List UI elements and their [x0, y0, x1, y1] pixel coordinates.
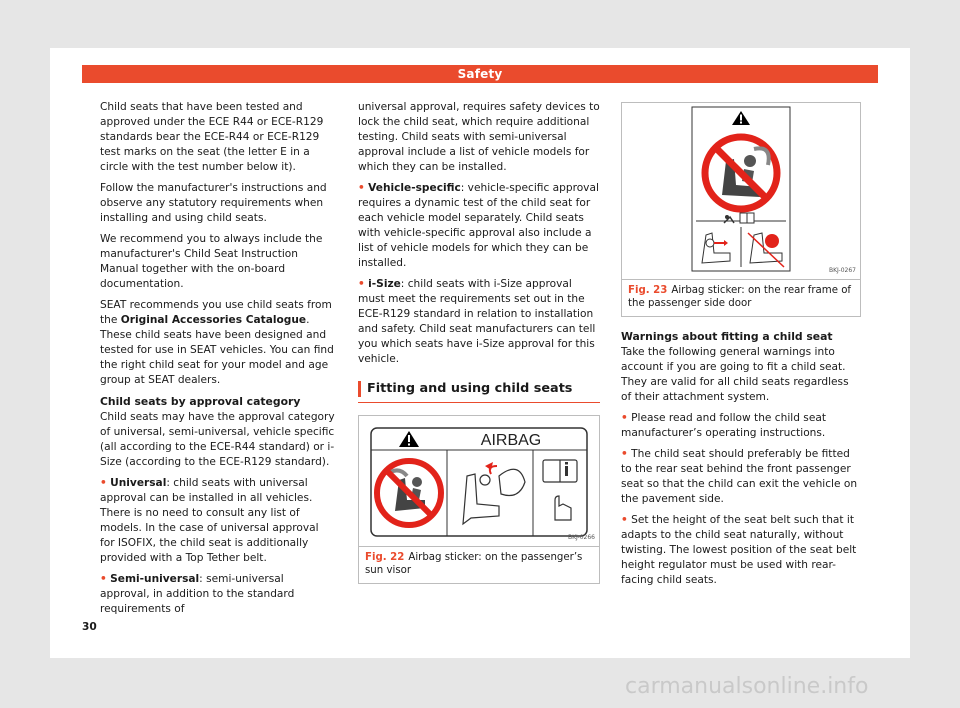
- figure-number: Fig. 23: [628, 285, 668, 296]
- paragraph: Child seats that have been tested and approved under the ECE R44 or ECE-R129 standards bear the ECE-R44 or ECE-R129 test marks on the seat (the letter E in a circle with the test number below it).: [100, 101, 324, 173]
- figure-code: BKJ-0266: [567, 534, 595, 541]
- page-number: 30: [82, 621, 97, 633]
- catalogue-link: Original Accessories Catalogue: [120, 314, 307, 326]
- figure-23: [621, 102, 861, 317]
- text: . These child seats have been designed and tested for use in SEAT vehicles. You can find the right child seat for your model and age group at SEAT dealers.: [100, 314, 334, 386]
- list-item: [358, 181, 600, 271]
- text: : child seats with i-Size approval must meet the requirements set out in the ECE-R129 standard in relation to installation and safety. Child seat manufacturers can tell you which seats have i-Size approval for this vehicle.: [358, 278, 596, 365]
- text: The child seat should preferably be fitted to the rear seat behind the front passenger seat so that the child can exit the vehicle on the pavement side.: [621, 448, 858, 505]
- caption-text: Airbag sticker: on the rear frame of the passenger side door: [628, 285, 852, 309]
- term: i-Size: [368, 278, 401, 290]
- list-item: [621, 411, 861, 441]
- subheading: Child seats by approval category: [100, 395, 301, 408]
- section-header: Safety: [82, 65, 878, 83]
- term: Universal: [110, 477, 167, 489]
- text: : semi-universal approval, in addition to the standard requirements of: [100, 573, 295, 615]
- paragraph: Follow the manufacturer's instructions and observe any statutory requirements when installing and using child seats.: [100, 182, 327, 224]
- watermark: carmanualsonline.info: [625, 674, 869, 699]
- list-item: [621, 513, 861, 588]
- no-rear-facing-seat-icon: [705, 137, 777, 209]
- bullet-icon: •: [100, 573, 107, 585]
- airbag-sticker-sunvisor: [359, 416, 599, 546]
- figure-number: Fig. 22: [365, 552, 405, 563]
- text: Set the height of the seat belt such that it adapts to the child seat naturally, without twisting. The lowest position of the seat belt height regulator must be used with rear-facing child seats.: [621, 514, 857, 586]
- bullet-icon: •: [621, 448, 628, 460]
- column-middle: [358, 100, 600, 584]
- text: : child seats with universal approval can be installed in all vehicles. There is no need to consult any list of models. In the case of universal approval for ISOFIX, the child seat is additionally provided with a Top Tether belt.: [100, 477, 319, 564]
- paragraph: [100, 298, 336, 388]
- bullet-icon: •: [358, 182, 365, 194]
- list-item: [358, 277, 600, 367]
- paragraph: universal approval, requires safety devices to lock the child seat, which require additional testing. Child seats with semi-universal approval include a list of vehicle models for which they can be installed.: [358, 101, 600, 173]
- list-item: [100, 572, 336, 617]
- bullet-icon: •: [358, 278, 365, 290]
- figure-image: [359, 416, 599, 546]
- figure-code: BKJ-0267: [828, 267, 856, 274]
- figure-caption: [622, 279, 860, 316]
- section-title: Fitting and using child seats: [358, 381, 600, 397]
- figure-caption: [359, 546, 599, 583]
- term: Vehicle-specific: [368, 182, 461, 194]
- no-rear-facing-seat-icon: [377, 461, 441, 525]
- list-item: [621, 447, 861, 507]
- manual-page: [50, 48, 910, 658]
- paragraph: We recommend you to always include the manufacturer's Child Seat Instruction Manual together with the on-board documentation.: [100, 233, 323, 290]
- paragraph: Child seats may have the approval category of universal, semi-universal, vehicle specific (all according to the ECE-R44 standard) or i-Size (according to the ECE-R129 standard).: [100, 411, 335, 468]
- column-left: [100, 100, 336, 623]
- term: Semi-universal: [110, 573, 200, 585]
- figure-22: [358, 415, 600, 584]
- bullet-icon: •: [621, 514, 628, 526]
- sticker-label: AIRBAG: [480, 432, 542, 449]
- list-item: [100, 476, 336, 566]
- caption-text: Airbag sticker: on the passenger’s sun visor: [365, 552, 583, 576]
- manual-book-icon: [740, 213, 754, 223]
- subheading: Warnings about fitting a child seat: [621, 330, 833, 343]
- bullet-icon: •: [621, 412, 628, 424]
- text: : vehicle-specific approval requires a dynamic test of the child seat for each vehicle model separately. Child seats with vehicle-specific approval also include a list of vehicle models for which they can be installed.: [358, 182, 599, 269]
- text: SEAT recommends you use child seats from the: [100, 299, 332, 326]
- airbag-sticker-doorframe: [622, 103, 860, 279]
- figure-image: [622, 103, 860, 279]
- paragraph: Take the following general warnings into account if you are going to fit a child seat. They are valid for all child seats regardless of their attachment system.: [621, 346, 849, 403]
- bullet-icon: •: [100, 477, 107, 489]
- text: Please read and follow the child seat manufacturer’s operating instructions.: [621, 412, 826, 439]
- column-right: [621, 100, 861, 594]
